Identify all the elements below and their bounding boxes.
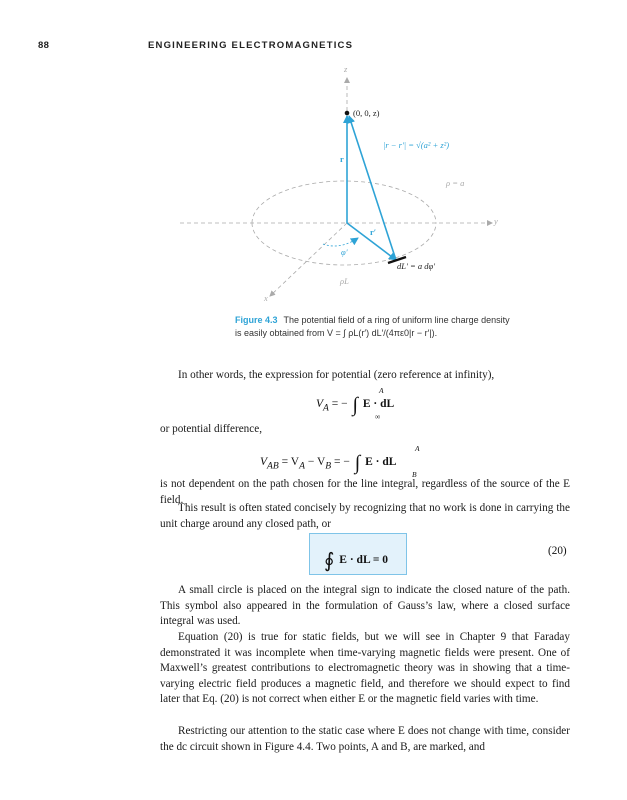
paragraph-2: or potential difference,: [160, 423, 262, 435]
ring-back: [252, 181, 436, 223]
eq2-lhs-sub: AB: [267, 460, 279, 472]
label-point: (0, 0, z): [353, 108, 380, 118]
eq2-mid: = V: [281, 456, 300, 468]
label-rho-l: ρL: [340, 276, 349, 286]
caption-label: Figure 4.3: [235, 315, 278, 325]
label-rho-a: ρ = a: [446, 178, 465, 188]
eq3-integrand: E · dL = 0: [339, 554, 389, 566]
label-r: r: [340, 154, 344, 164]
eq2-mid-sub2: B: [325, 460, 332, 472]
label-dl: dL′ = a dφ′: [397, 261, 436, 271]
eq1-lower-limit: ∞: [375, 412, 381, 421]
label-r-prime: r′: [370, 227, 377, 237]
eq2-integral-sign: ∫: [354, 452, 361, 474]
equation-closed-path: [322, 544, 389, 572]
paragraph-3: is not dependent on the path chosen for the line integral, regardless of the source of the E field.: [160, 478, 570, 506]
ring-charge-diagram: [180, 60, 520, 315]
eq2-lower-limit: B: [412, 470, 417, 479]
eq1-integral-sign: ∫: [352, 394, 358, 416]
ring-front: [252, 223, 436, 265]
equation-potential-difference: [260, 444, 420, 479]
eq2-rel: = −: [334, 456, 350, 468]
eq1-upper-limit: A: [379, 386, 384, 395]
paragraph-5: A small circle is placed on the integral sign to indicate the closed nature of the path. This symbol also appeared in the formulation of Gauss’s law, where a closed surface integral was used.: [160, 584, 570, 628]
label-z-axis: z: [344, 64, 348, 74]
label-phi-prime: φ′: [341, 247, 348, 257]
equation-potential: [316, 386, 395, 421]
eq1-lhs: V: [316, 398, 324, 410]
figure-caption: [235, 314, 515, 339]
eq2-integrand: E · dL: [365, 456, 397, 468]
eq1-integrand: E · dL: [362, 398, 395, 410]
caption-text: The potential field of a ring of uniform line charge density is easily obtained from V = ∫ ρL(r′) dL′/(4πε0|r − r′|).: [235, 315, 510, 338]
label-distance: |r − r′| = √(a² + z²): [383, 140, 450, 150]
equation-number: (20): [548, 545, 567, 557]
label-y-axis: y: [494, 216, 498, 226]
paragraph-7: Restricting our attention to the static case where E does not change with time, consider the dc circuit shown in Figure 4.4. Two points, A and B, are marked, and: [160, 725, 570, 753]
eq1-lhs-sub: A: [323, 402, 329, 414]
x-axis: [270, 223, 347, 296]
distance-vector: [349, 116, 396, 260]
field-point: [345, 111, 350, 116]
eq1-rel: = −: [331, 398, 348, 410]
page-number: 88: [38, 40, 50, 51]
figure-4-3: [180, 60, 520, 315]
eq2-minus: − V: [307, 456, 326, 468]
label-x-axis: x: [264, 293, 268, 303]
paragraph-1: In other words, the expression for potential (zero reference at infinity),: [178, 369, 495, 381]
phi-arc: [323, 238, 358, 246]
paragraph-6: Equation (20) is true for static fields, but we will see in Chapter 9 that Faraday demonstrated it was incomplete when time-varying magnetic fields were present. One of Maxwell’s greatest contributions to electromagnetic theory was in showing that a time-varying electric field produces a magnetic field, and therefore we should expect to find later that Eq. (20) is not correct when either E or the magnetic field varies with time.: [160, 631, 570, 706]
eq2-mid-sub1: A: [299, 460, 305, 472]
running-title: ENGINEERING ELECTROMAGNETICS: [148, 40, 354, 51]
eq2-lhs: V: [260, 456, 268, 468]
eq2-upper-limit: A: [415, 444, 420, 453]
running-header: [38, 40, 587, 56]
eq3-contour-integral: ∮: [324, 550, 335, 572]
paragraph-4: This result is often stated concisely by recognizing that no work is done in carrying the unit charge around any closed path, or: [160, 502, 570, 530]
boxed-equation: [309, 533, 407, 575]
